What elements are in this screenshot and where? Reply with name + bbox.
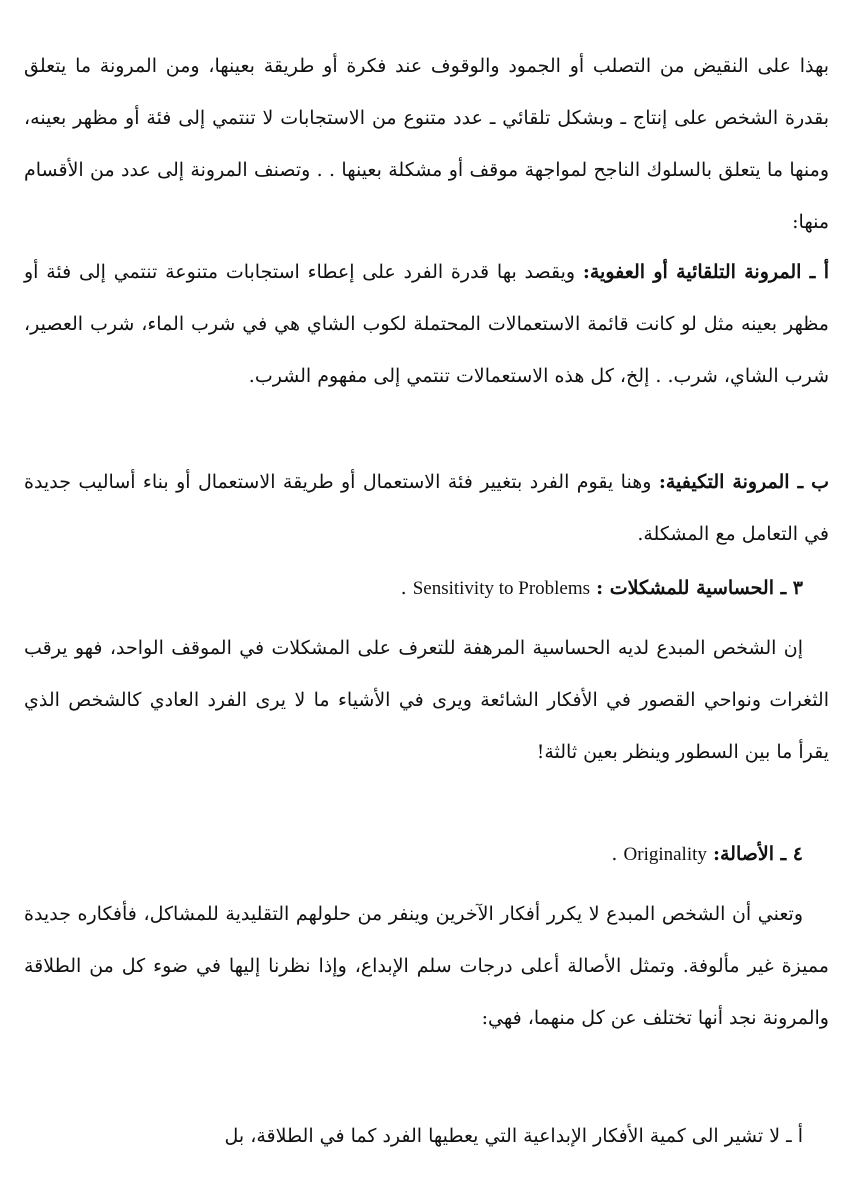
heading-sensitivity-arabic: ٣ ـ الحساسية للمشكلات : (596, 577, 803, 599)
label-spontaneous-flexibility: أ ـ المرونة التلقائية أو العفوية: (582, 261, 829, 283)
paragraph-originality-point-a: أ ـ لا تشير الى كمية الأفكار الإبداعية التي يعطيها الفرد كما في الطلاقة، بل (224, 1125, 803, 1147)
heading-sensitivity-english: Sensitivity to Problems (412, 578, 591, 599)
heading-sensitivity-to-problems: ٣ ـ الحساسية للمشكلات : Sensitivity to Problems . (400, 577, 803, 599)
paragraph-flexibility-intro: بهذا على النقيض من التصلب أو الجمود والوقوف عند فكرة أو طريقة بعينها، ومن المرونة ما يتعلق بقدرة الشخص على إنتاج ـ وبشكل تلقائي ـ عدد متنوع من الاستجابات لا تنتمي إلى فئة أو مظهر بعينه، ومنها ما يتعلق بالسلوك الناجح لمواجهة موقف أو مشكلة بعينها . . وتصنف المرونة إلى عدد من الأقسام منها: (24, 55, 829, 233)
heading-originality: ٤ ـ الأصالة: Originality . (611, 843, 803, 865)
label-adaptive-flexibility: ب ـ المرونة التكيفية: (658, 471, 830, 493)
paragraph-adaptive-flexibility (24, 456, 829, 560)
text-spontaneous-flexibility: ويقصد بها قدرة الفرد على إعطاء استجابات متنوعة تنتمي إلى فئة أو مظهر بعينه مثل لو كانت قائمة الاستعمالات المحتملة لكوب الشاي هي في شرب الماء، شرب العصير، شرب الشاي، شرب. . إلخ، كل هذه الاستعمالات تنتمي إلى مفهوم الشرب. (24, 261, 829, 387)
heading-originality-arabic: ٤ ـ الأصالة: (712, 843, 803, 865)
paragraph-sensitivity: إن الشخص المبدع لديه الحساسية المرهفة للتعرف على المشكلات في الموقف الواحد، فهو يرقب الثغرات ونواحي القصور في الأفكار الشائعة ويرى في الأشياء ما لا يرى الفرد العادي كالشخص الذي يقرأ ما بين السطور وينظر بعين ثالثة! (24, 637, 829, 763)
text-adaptive-flexibility: وهنا يقوم الفرد بتغيير فئة الاستعمال أو طريقة الاستعمال أو بناء أساليب جديدة في التعامل مع المشكلة. (24, 471, 829, 545)
heading-originality-english: Originality (623, 844, 707, 865)
paragraph-originality: وتعني أن الشخص المبدع لا يكرر أفكار الآخرين وينفر من حلولهم التقليدية للمشاكل، فأفكاره جديدة مميزة غير مألوفة. وتمثل الأصالة أعلى درجات سلم الإبداع، وإذا نظرنا إليها في ضوء كل من الطلاقة والمرونة نجد أنها تختلف عن كل منهما، فهي: (24, 903, 829, 1029)
paragraph-spontaneous-flexibility (24, 246, 829, 402)
